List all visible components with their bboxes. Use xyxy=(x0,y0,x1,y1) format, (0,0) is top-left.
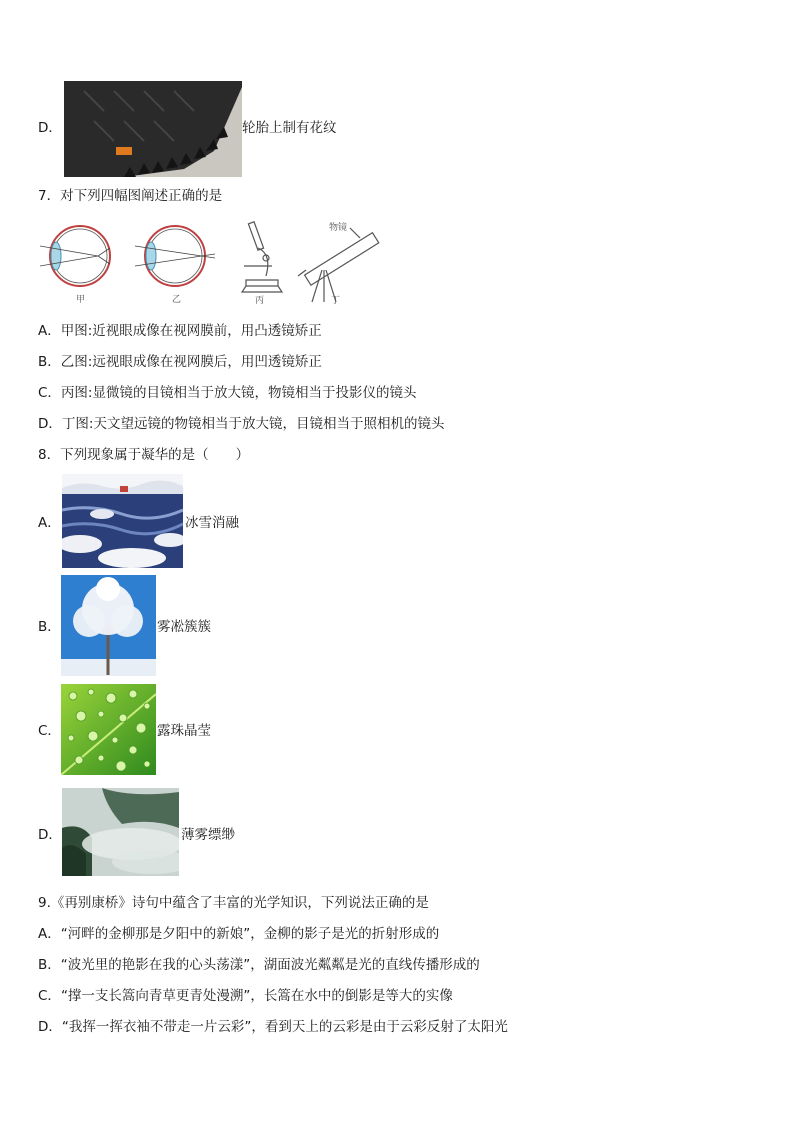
q8-option-a-caption: 冰雪消融 xyxy=(185,515,239,531)
q8-option-b-letter: B． xyxy=(38,619,61,635)
q9-option-b-text: “波光里的艳影在我的心头荡漾”，湖面波光粼粼是光的直线传播形成的 xyxy=(60,957,480,973)
rime-tree-photo xyxy=(61,575,156,676)
q8-option-c-letter: C． xyxy=(38,723,61,739)
q7-option-d-letter: D． xyxy=(38,416,62,432)
q9-stem: 9.《再别康桥》诗句中蕴含了丰富的光学知识，下列说法正确的是 xyxy=(38,895,429,911)
q7-option-a-letter: A． xyxy=(38,323,61,339)
q6-option-d-letter: D． xyxy=(38,120,62,136)
q8-option-b-caption: 雾凇簇簇 xyxy=(157,619,211,635)
tire-tread-photo xyxy=(64,81,242,177)
telescope-icon xyxy=(298,228,379,302)
q7-option-a-text: 甲图:近视眼成像在视网膜前，用凸透镜矫正 xyxy=(60,323,322,339)
eye-diagram-jia-icon xyxy=(40,226,110,286)
q9-option-c-letter: C． xyxy=(38,988,61,1004)
q8-stem: 8．下列现象属于凝华的是（ ） xyxy=(38,447,250,463)
q9-option-a xyxy=(38,925,439,943)
melting-snow-photo xyxy=(62,474,183,568)
q7-option-b-letter: B． xyxy=(38,354,61,370)
q8-option-d-letter: D． xyxy=(38,827,62,843)
q8-option-c-caption: 露珠晶莹 xyxy=(157,723,211,739)
q7-option-b xyxy=(38,353,322,371)
q9-option-c-text: “撑一支长篙向青草更青处漫溯”，长篙在水中的倒影是等大的实像 xyxy=(60,988,453,1004)
q6-option-d-caption: 轮胎上制有花纹 xyxy=(242,120,337,136)
q7-option-d xyxy=(38,415,444,433)
q9-option-c xyxy=(38,987,453,1005)
q9-option-d-text: “我挥一挥衣袖不带走一片云彩”，看到天上的云彩是由于云彩反射了太阳光 xyxy=(61,1019,508,1035)
figure-label-bing: 丙 xyxy=(255,296,265,306)
q7-stem: 7．对下列四幅图阐述正确的是 xyxy=(38,188,223,204)
q9-option-a-text: “河畔的金柳那是夕阳中的新娘”，金柳的影子是光的折射形成的 xyxy=(60,926,440,942)
q9-option-b-letter: B． xyxy=(38,957,61,973)
q7-option-c-letter: C． xyxy=(38,385,61,401)
figure-label-jia: 甲 xyxy=(76,295,86,305)
q7-option-a xyxy=(38,322,322,340)
q7-option-b-text: 乙图:远视眼成像在视网膜后，用凹透镜矫正 xyxy=(60,354,322,370)
q9-option-d-letter: D． xyxy=(38,1019,62,1035)
figure-label-yi: 乙 xyxy=(172,295,182,305)
q7-option-c-text: 丙图:显微镜的目镜相当于放大镜，物镜相当于投影仪的镜头 xyxy=(60,385,417,401)
q7-option-c xyxy=(38,384,417,402)
microscope-icon xyxy=(242,222,282,292)
mist-mountain-photo xyxy=(62,788,179,876)
q7-option-d-text: 丁图:天文望远镜的物镜相当于放大镜，目镜相当于照相机的镜头 xyxy=(61,416,445,432)
q8-option-d-caption: 薄雾缥缈 xyxy=(181,827,235,843)
q9-option-b xyxy=(38,956,480,974)
q9-option-d xyxy=(38,1018,508,1036)
figure-label-ding: 丁 xyxy=(331,296,341,306)
dew-leaf-photo xyxy=(61,684,156,775)
q7-figures xyxy=(40,218,380,306)
q8-option-a-letter: A． xyxy=(38,515,61,531)
eye-diagram-yi-icon xyxy=(135,226,215,286)
figure-label-objective: 物镜 xyxy=(329,223,348,233)
q9-option-a-letter: A． xyxy=(38,926,61,942)
